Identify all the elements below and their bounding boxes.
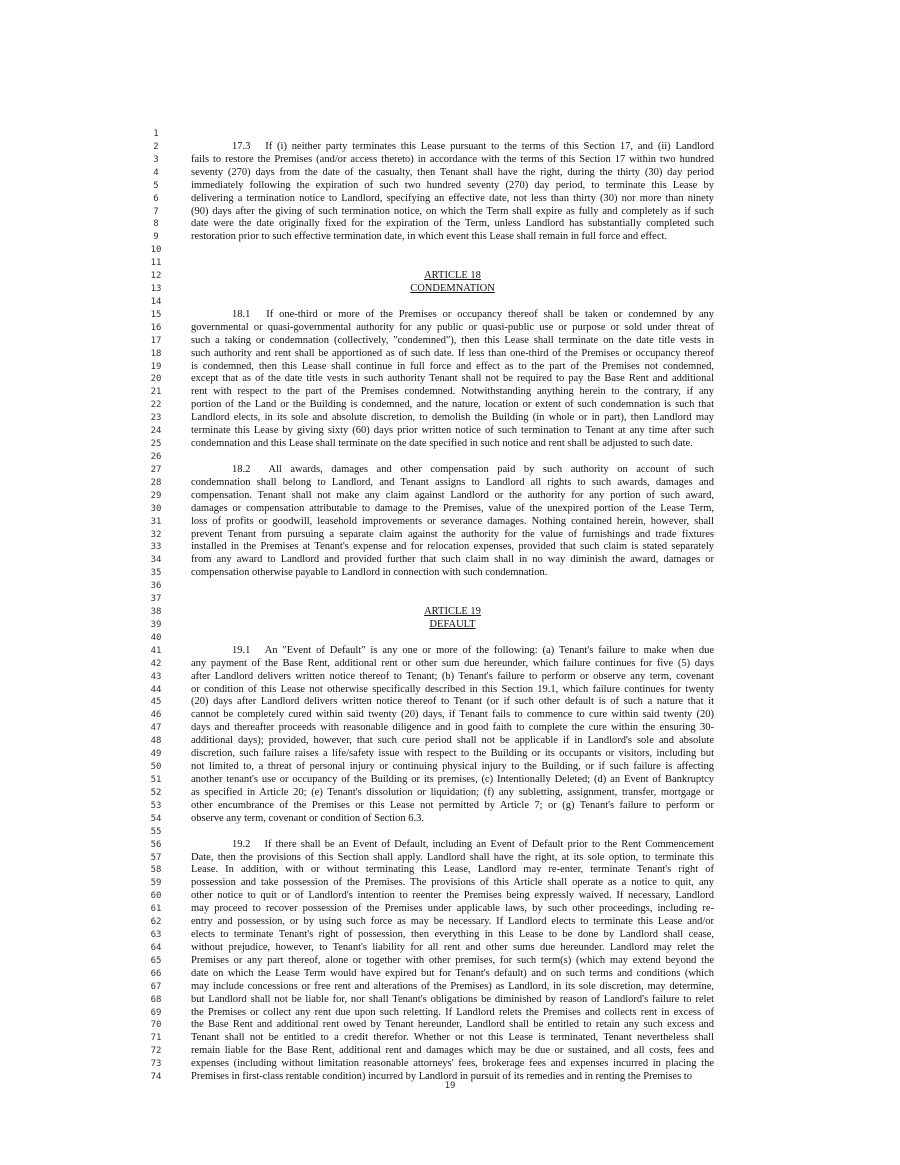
paragraph-line [191,968,714,980]
paragraph-line [191,567,547,579]
line-text: Premises in first-class rentable condition) incurred by Landlord in pursuit of its remedies and in renting the Premises to [191,1071,692,1083]
line-number: 33 [150,542,162,553]
line-text: observe any term, covenant or condition of Section 6.3. [191,812,424,824]
line-text: another tenant's use or occupancy of the Building or its premises, (c) Intentionally Deleted; (d) an Event of Bankruptcy [191,774,714,785]
page-number: 19 [444,1081,456,1091]
line-number: 40 [150,632,162,643]
line-number: 50 [150,762,162,773]
line-text: from any award to Landlord and provided further that such claim shall in no way diminish the award, damages or [191,554,714,566]
paragraph-line [191,348,714,360]
paragraph-line [191,1032,714,1044]
section-number: 18.2 [232,463,251,475]
paragraph-line [191,916,714,928]
line-text: An "Event of Default" is any one or more of the following: (a) Tenant's failure to make when due [264,644,715,656]
line-text: Premises or any part thereof, alone or together with other premises, for such term(s) (which may extend beyond the [191,954,714,966]
line-text: seventy (270) days from the date of the casualty, then Tenant shall have the right, during the thirty (30) day period [191,166,714,178]
line-number: 49 [150,749,162,760]
line-number: 65 [150,955,162,966]
line-number: 28 [150,477,162,488]
line-number: 43 [150,671,162,682]
line-text: prevent Tenant from pursuing a separate claim against the authority for the value of furnishings and trade fixtures [191,528,714,540]
paragraph-line [191,167,714,179]
line-text: delivering a termination notice to Landlord, specifying an effective date, not less than thirty (30) nor more than ninety [191,192,714,204]
paragraph-line [191,541,714,553]
section-number: 18.1 [232,308,251,320]
line-number: 51 [150,775,162,785]
line-number: 26 [150,452,162,462]
line-number: 68 [150,994,162,1005]
line-number: 5 [153,180,159,191]
line-number: 36 [150,581,162,592]
line-number: 37 [150,594,162,605]
line-number: 44 [150,684,162,695]
line-number: 60 [150,891,162,902]
line-text: Tenant shall not be entitled to a credit therefor. Whether or not this Lease is terminated, Tenant nevertheless shall [191,1032,714,1044]
line-number: 48 [150,736,162,747]
line-text: loss of profits or goodwill, leasehold improvements or severance damages. Nothing contained herein, however, shall [191,515,714,527]
line-text: additional days); provided, however, that such cure period shall not be applicable if in Landlord's sole and absolute [191,735,714,747]
line-text: rent with respect to the part of the Premises condemned. Notwithstanding anything herein to the contrary, if any [191,386,714,398]
section-number: 19.1 [232,644,251,656]
line-text: Lease. In addition, with or without terminating this Lease, Landlord may re-enter, terminate Tenant's right of [191,864,714,876]
line-number: 10 [150,245,162,256]
line-text: such a taking or condemnation (collectively, "condemned"), then this Lease shall terminate on the date title vests in [191,334,714,346]
line-text: or condition of this Lease not otherwise specifically described in this Section 19.1, which failure continues for twenty [191,683,714,695]
line-number: 4 [153,167,159,178]
line-number: 54 [150,813,162,824]
line-number: 73 [150,1059,162,1070]
paragraph-line [191,1045,714,1057]
line-text: the Premises or collect any rent due upon such reletting. If Landlord relets the Premises and collects rent in excess of [191,1006,714,1018]
line-number: 19 [150,361,162,372]
paragraph-line [191,373,714,385]
line-number: 31 [150,516,162,527]
paragraph-line [191,438,693,450]
paragraph-line [191,425,714,437]
paragraph-line [191,154,714,166]
line-number: 9 [153,232,159,243]
paragraph-line [191,554,714,566]
line-number: 30 [150,503,162,514]
paragraph-line [191,206,714,218]
line-text: governmental or quasi-governmental authority for any public or quasi-public use or purpose or sold under threat of [191,321,714,333]
paragraph-line [191,955,714,967]
line-text: damages or compensation attributable to damage to the Premises, value of the unexpired portion of the Lease Term, [191,502,714,514]
line-text: installed in the Premises at Tenant's expense and for relocation expenses, provided that such claim is stated separately [191,541,714,553]
line-text: (90) days after the giving of such termination notice, on which the Term shall expire as fully and completely as if such [191,205,714,217]
line-text: other encumbrance of the Premises or this Lease not permitted by Article 7; or (g) Tenant's failure to perform or [191,799,714,811]
line-number: 57 [150,852,162,863]
paragraph-line [191,890,714,902]
line-text: the Base Rent and additional rent owed by Tenant hereunder, Landlord shall be entitled to retain any such excess and [191,1019,714,1031]
paragraph-line [191,813,424,825]
line-text: If (i) neither party terminates this Lease pursuant to the terms of this Section 17, and (ii) Landlord [265,140,714,152]
paragraph-line [191,322,714,334]
paragraph-line [191,386,714,398]
line-text: condemnation and this Lease shall terminate on the date specified in such notice and rent shall be adjusted to such date. [191,438,693,450]
paragraph-line [191,903,714,915]
section-number: 19.2 [232,838,251,850]
line-number: 74 [150,1072,162,1083]
line-text: possession and take possession of the Premises. The provisions of this Article shall operate as a notice to quit, any [191,877,714,889]
line-number: 72 [150,1046,162,1057]
line-text: (20) days after Landlord delivers written notice thereof to Tenant (or if such other default is of such a nature that it [191,696,714,708]
line-number: 42 [150,658,162,669]
paragraph-line [191,761,714,773]
line-number: 34 [150,555,162,566]
paragraph-line [191,929,714,941]
paragraph-line [191,412,714,424]
line-number: 22 [150,400,162,411]
line-number: 55 [150,826,162,837]
line-number: 15 [150,309,162,320]
paragraph-line [191,994,714,1006]
paragraph-line [191,852,714,864]
line-text: without prejudice, however, to Tenant's liability for all rent and other sums due hereunder. Landlord may relet the [191,941,714,953]
line-text: fails to restore the Premises (and/or access thereto) in accordance with the terms of this Section 17 within two hundred [191,153,714,165]
line-number: 27 [150,464,162,475]
article-title: DEFAULT [429,618,476,630]
paragraph-line [191,180,714,192]
line-text: but Landlord shall not be liable for, nor shall Tenant's obligations be diminished by reason of Landlord's failure to relet [191,993,714,1005]
line-number: 58 [150,865,162,876]
line-number: 12 [150,271,162,282]
line-number: 32 [150,529,162,540]
paragraph-line [191,671,714,683]
paragraph-line [191,1007,714,1019]
line-text: such authority and rent shall be apportioned as of such date. If less than one-third of the Premises or occupancy thereof [191,347,714,359]
paragraph-line [191,864,714,876]
line-number: 18 [150,348,162,359]
line-number: 20 [150,374,162,385]
line-text: expenses (including without limitation reasonable attorneys' fees, brokerage fees and expenses incurred in placing the [191,1058,714,1070]
paragraph-line [191,800,714,812]
line-number: 2 [153,141,159,152]
paragraph-line [191,361,714,373]
paragraph-line [191,877,714,889]
paragraph-line [232,839,714,851]
paragraph-line [191,231,667,243]
line-text: Date, then the provisions of this Section shall apply. Landlord shall have the right, at its sole option, to terminate this [191,851,714,863]
line-number: 64 [150,942,162,953]
line-number: 70 [150,1020,162,1031]
line-number: 52 [150,787,162,798]
line-number: 46 [150,710,162,721]
line-text: may include concessions or free rent and alterations of the Premises) as Landlord, in its sole discretion, may determine, [191,980,714,992]
line-text: date on which the Lease Term would have expired but for Tenant's default) and on such terms and conditions (which [191,967,714,979]
section-number: 17.3 [232,140,251,152]
line-number: 24 [150,426,162,437]
line-text: Landlord elects, in its sole and absolute discretion, to demolish the Building (in whole or in part), then Landlord may [191,412,714,424]
line-number: 41 [150,645,162,656]
line-text: may proceed to recover possession of the Premises under applicable laws, by such other proceedings, including re- [191,903,714,915]
line-number: 8 [153,219,159,230]
line-number: 56 [150,839,162,850]
paragraph-line [191,722,714,734]
line-number: 66 [150,968,162,979]
line-number: 13 [150,284,162,295]
paragraph-line [232,645,714,657]
paragraph-line [191,981,714,993]
line-number: 45 [150,697,162,708]
paragraph-line [191,787,714,799]
paragraph-line [191,193,714,205]
line-number: 25 [150,439,162,450]
line-number: 29 [150,490,162,501]
paragraph-line [191,1019,714,1031]
line-text: days and thereafter proceeds with reasonable diligence and in good faith to complete the cure within the ensuring 30- [191,722,714,734]
line-number: 63 [150,930,162,941]
line-number: 62 [150,917,162,928]
paragraph-line [191,748,714,760]
paragraph-line [191,696,714,708]
paragraph-line [191,942,714,954]
paragraph-line [191,1058,714,1070]
line-number: 1 [153,129,159,139]
paragraph-line [191,477,714,489]
line-text: If one-third or more of the Premises or occupancy thereof shall be taken or condemned by any [266,308,715,320]
line-number: 3 [153,154,159,165]
line-text: condemnation shall belong to Landlord, and Tenant assigns to Landlord all rights to such awards, damages and [191,476,714,488]
paragraph-line [232,309,714,321]
line-text: compensation. Tenant shall not make any claim against Landlord or the authority for any portion of such award, [191,489,714,501]
paragraph-line [191,684,714,696]
line-text: cannot be completely cured within said twenty (20) days, if Tenant fails to commence to cure within said twenty (20) [191,709,714,721]
line-number: 6 [153,193,159,204]
paragraph-line [191,735,714,747]
line-number: 7 [153,206,159,217]
line-text: other notice to quit or of Landlord's intention to reenter the Premises being expressly waived. If necessary, Landlord [191,890,714,902]
line-text: after Landlord delivers written notice thereof to Tenant; (b) Tenant's failure to perform or observe any term, covenant [191,670,714,682]
paragraph-line [232,464,714,476]
article-number: ARTICLE 18 [424,270,481,282]
line-text: date were the date originally fixed for the expiration of the Term, unless Landlord has substantially completed such [191,218,714,230]
line-number: 11 [150,258,162,269]
paragraph-line [191,709,714,721]
paragraph-line [191,658,714,670]
line-text: discretion, such failure raises a life/safety issue with respect to the Building or its occupants or visitors, including but [191,748,714,760]
line-text: except that as of the date title vests in such authority Tenant shall not be required to pay the Base Rent and additional [191,373,714,385]
line-text: is condemned, then this Lease shall continue in full force and effect as to the part of the Premises not condemned, [191,360,714,372]
line-text: If there shall be an Event of Default, including an Event of Default prior to the Rent Commencement [264,838,715,850]
paragraph-line [191,516,714,528]
line-number: 39 [150,619,162,630]
line-text: terminate this Lease by giving sixty (60) days prior written notice of such termination to Tenant at any time after such [191,425,714,437]
paragraph-line [191,490,714,502]
article-title: CONDEMNATION [410,283,495,295]
line-text: entry and possession, or by using such force as may be necessary. If Landlord elects to terminate this Lease and/or [191,916,714,928]
paragraph-line [191,399,714,411]
paragraph-line [191,774,714,786]
line-number: 35 [150,568,162,579]
paragraph-line [191,503,714,515]
line-number: 61 [150,904,162,915]
line-number: 23 [150,413,162,424]
line-number: 16 [150,322,162,333]
article-number: ARTICLE 19 [424,606,481,618]
paragraph-line [191,218,714,230]
line-text: compensation otherwise payable to Landlord in connection with such condemnation. [191,567,548,579]
line-number: 14 [150,296,162,307]
line-text: restoration prior to such effective termination date, in which event this Lease shall remain in full force and effect. [191,231,668,243]
line-number: 17 [150,335,162,346]
line-number: 47 [150,723,162,734]
line-text: not limited to, a threat of personal injury or continuing physical injury to the Building, or if such failure is affecting [191,761,714,773]
line-number: 69 [150,1007,162,1018]
line-number: 53 [150,800,162,811]
line-text: elects to terminate Tenant's right of possession, then everything in this Lease to be done by Landlord shall cease, [191,929,714,941]
line-number: 67 [150,981,162,992]
paragraph-line [232,141,714,153]
line-number: 21 [150,387,162,398]
paragraph-line [191,335,714,347]
line-text: All awards, damages and other compensation paid by such authority on account of such [268,463,714,475]
line-number: 71 [150,1033,162,1044]
line-text: portion of the Land or the Building is condemned, and the nature, location or extent of such condemnation is such that [191,399,714,411]
line-number: 59 [150,878,162,889]
paragraph-line [191,529,714,541]
line-text: remain liable for the Base Rent, additional rent and damages which may be due or sustained, and all costs, fees and [191,1045,714,1057]
line-text: any payment of the Base Rent, additional rent or other sum due hereunder, which failure continues for five (5) days [191,657,714,669]
line-text: as specified in Article 20; (e) Tenant's dissolution or liquidation; (f) any subletting, assignment, transfer, mortgage or [191,786,714,798]
line-number: 38 [150,607,162,618]
line-text: immediately following the expiration of such two hundred seventy (270) day period, to terminate this Lease by [191,179,714,191]
